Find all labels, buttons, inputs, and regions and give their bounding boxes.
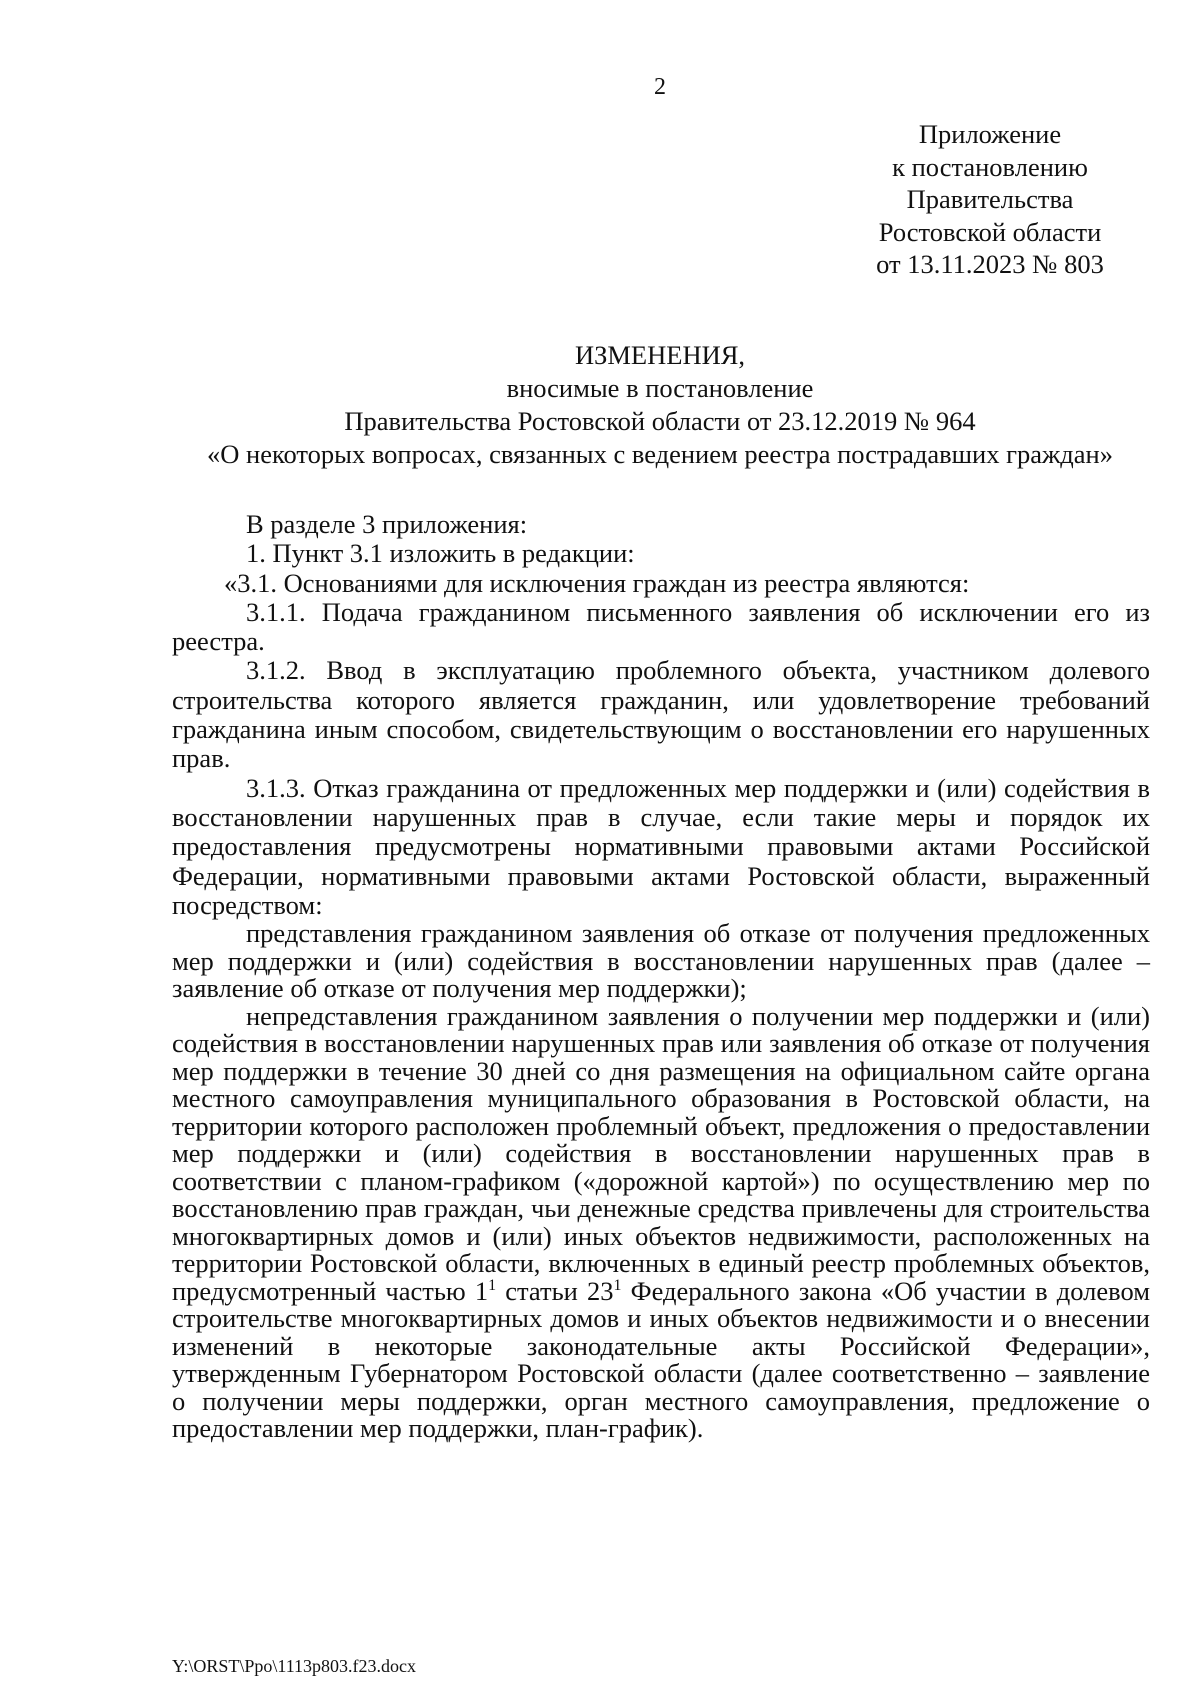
page-number: 2 [654, 74, 666, 100]
approval-line: Ростовской области [878, 216, 1102, 247]
paragraph: 3.1.2. Ввод в эксплуатацию проблемного объекта, участником долевого строительства которого является гражданин, или удовлетворение требований гражданина иным способом, свидетельствующим о восстановлении его нарушенных прав. [172, 655, 1150, 774]
paragraph: 1. Пункт 3.1 изложить в редакции: [246, 538, 635, 569]
approval-line: Правительства [906, 184, 1074, 214]
document-body [172, 510, 1150, 1443]
superscript: 1 [613, 1276, 622, 1294]
title-line: Правительства Ростовской области от 23.12.2019 № 964 [344, 406, 976, 436]
approval-block [840, 118, 1140, 281]
paragraph: «3.1. Основаниями для исключения граждан из реестра являются: [224, 567, 970, 598]
paragraph-with-superscripts [172, 1000, 1150, 1444]
text-run: Федерального закона «Об участии в долевом строительстве многоквартирных домов и иных объектов недвижимости и о внесении изменений в некоторые законодательные акты Российской Федерации», утвержденным Губернатором Ростовской области (далее соответственно – заявление о получении меры поддержки, орган местного самоуправления, предложение о предоставлении мер поддержки, план-график). [172, 1275, 1150, 1444]
paragraph: В разделе 3 приложения: [246, 509, 528, 539]
paragraph: 3.1.1. Подача гражданином письменного заявления об исключении его из реестра. [172, 596, 1150, 657]
document-heading: ИЗМЕНЕНИЯ, [574, 340, 746, 370]
file-path-footer: Y:\ORST\Ppo\1113p803.f23.docx [172, 1656, 417, 1676]
paragraph: 3.1.3. Отказ гражданина от предложенных мер поддержки и (или) содействия в восстановлении нарушенных прав в случае, если такие меры и порядок их предоставления предусмотрены нормативными правовыми актами Российской Федерации, нормативными правовыми актами Ростовской области, выраженный посредством: [172, 772, 1150, 920]
paragraph: представления гражданином заявления об отказе от получения предложенных мер поддержки и (или) содействия в восстановлении нарушенных прав (далее – заявление об отказе от получения мер поддержки); [172, 918, 1150, 1004]
superscript: 1 [488, 1276, 497, 1294]
approval-line: от 13.11.2023 № 803 [876, 249, 1104, 279]
approval-line: к постановлению [892, 151, 1088, 182]
text-run: статьи 23 [496, 1275, 614, 1306]
title-block [160, 339, 1160, 471]
text-run: непредставления гражданином заявления о получении мер поддержки и (или) содействия в восстановлении нарушенных прав или заявления об отказе от получения мер поддержки в течение 30 дней со дня размещения на официальном сайте органа местного самоуправления муниципального образования в Ростовской области, на территории которого расположен проблемный объект, предложения о предоставлении мер поддержки и (или) содействия в восстановлении нарушенных прав в соответствии с планом-графиком («дорожной картой») по осуществлению мер по восстановлению прав граждан, чьи денежные средства привлечены для строительства многоквартирных домов и (или) иных объектов недвижимости, расположенных на территории Ростовской области, включенных в единый реестр проблемных объектов, предусмотренный частью 1 [172, 1000, 1150, 1306]
approval-line: Приложение [918, 119, 1062, 149]
title-line: «О некоторых вопросах, связанных с ведением реестра пострадавших граждан» [207, 439, 1113, 469]
title-line: вносимые в постановление [506, 373, 814, 403]
